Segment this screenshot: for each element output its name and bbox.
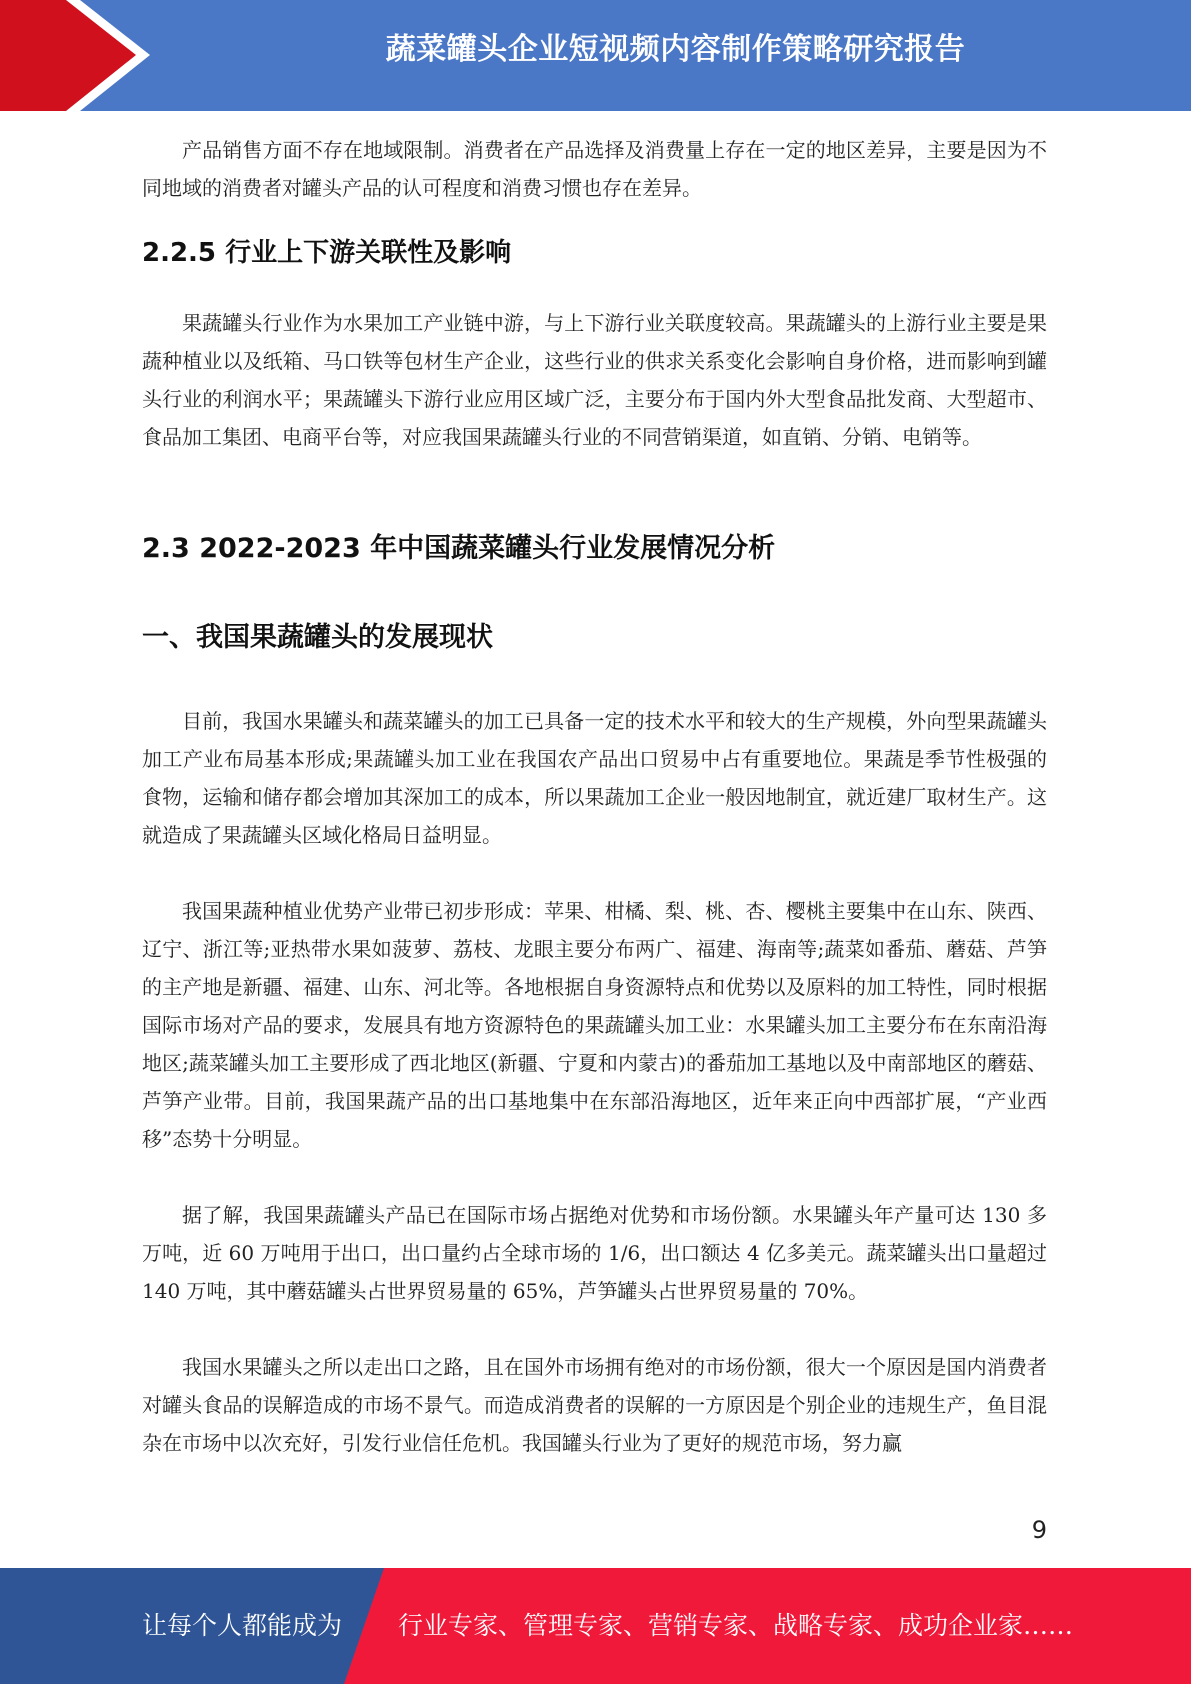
section-heading-development-status: 一、我国果蔬罐头的发展现状 xyxy=(142,622,493,653)
footer-slogan-right: 行业专家、管理专家、营销专家、战略专家、成功企业家…… xyxy=(398,1611,1074,1640)
report-title: 蔬菜罐头企业短视频内容制作策略研究报告 xyxy=(385,32,966,67)
paragraph-export-reason: 我国水果罐头之所以走出口之路，且在国外市场拥有绝对的市场份额，很大一个原因是国内消费者对罐头食品的误解造成的市场不景气。而造成消费者的误解的一方原因是个别企业的违规生产，鱼目混杂在市场中以次充好，引发行业信任危机。我国罐头行业为了更好的规范市场，努力赢 xyxy=(142,1355,1047,1455)
page-number: 9 xyxy=(1031,1516,1047,1544)
paragraph-intro: 产品销售方面不存在地域限制。消费者在产品选择及消费量上存在一定的地区差异，主要是因为不同地域的消费者对罐头产品的认可程度和消费习惯也存在差异。 xyxy=(142,138,1047,200)
paragraph-industry-belts: 我国果蔬种植业优势产业带已初步形成：苹果、柑橘、梨、桃、杏、樱桃主要集中在山东、陕西、辽宁、浙江等;亚热带水果如菠萝、荔枝、龙眼主要分布两广、福建、海南等;蔬菜如番茄、蘑菇、芦笋的主产地是新疆、福建、山东、河北等。各地根据自身资源特点和优势以及原料的加工特性，同时根据国际市场对产品的要求，发展具有地方资源特色的果蔬罐头加工业：水果罐头加工主要分布在东南沿海地区;蔬菜罐头加工主要形成了西北地区(新疆、宁夏和内蒙古)的番茄加工基地以及中南部地区的蘑菇、芦笋产业带。目前，我国果蔬产品的出口基地集中在东部沿海地区，近年来正向中西部扩展，“产业西移”态势十分明显。 xyxy=(142,899,1047,1151)
section-heading-2-2-5: 2.2.5 行业上下游关联性及影响 xyxy=(142,238,512,268)
paragraph-market-share: 据了解，我国果蔬罐头产品已在国际市场占据绝对优势和市场份额。水果罐头年产量可达 130 多万吨，近 60 万吨用于出口，出口量约占全球市场的 1/6，出口额达 4 亿多美元。蔬菜罐头出口量超过 140 万吨，其中蘑菇罐头占世界贸易量的 65%，芦笋罐头占世界贸易量的 70%。 xyxy=(142,1203,1047,1303)
footer-slogan-left: 让每个人都能成为 xyxy=(142,1611,343,1640)
paragraph-current-status: 目前，我国水果罐头和蔬菜罐头的加工已具备一定的技术水平和较大的生产规模，外向型果蔬罐头加工产业布局基本形成;果蔬罐头加工业在我国农产品出口贸易中占有重要地位。果蔬是季节性极强的食物，运输和储存都会增加其深加工的成本，所以果蔬加工企业一般因地制宜，就近建厂取材生产。这就造成了果蔬罐头区域化格局日益明显。 xyxy=(142,709,1047,847)
paragraph-upstream-downstream: 果蔬罐头行业作为水果加工产业链中游，与上下游行业关联度较高。果蔬罐头的上游行业主要是果蔬种植业以及纸箱、马口铁等包材生产企业，这些行业的供求关系变化会影响自身价格，进而影响到罐头行业的利润水平；果蔬罐头下游行业应用区域广泛，主要分布于国内外大型食品批发商、大型超市、食品加工集团、电商平台等，对应我国果蔬罐头行业的不同营销渠道，如直销、分销、电销等。 xyxy=(142,311,1047,449)
header-chevron-decoration xyxy=(0,0,160,111)
page-header xyxy=(0,0,1191,111)
document-body xyxy=(142,131,1047,1462)
page-footer xyxy=(0,1568,1191,1684)
section-heading-2-3: 2.3 2022-2023 年中国蔬菜罐头行业发展情况分析 xyxy=(142,533,776,564)
